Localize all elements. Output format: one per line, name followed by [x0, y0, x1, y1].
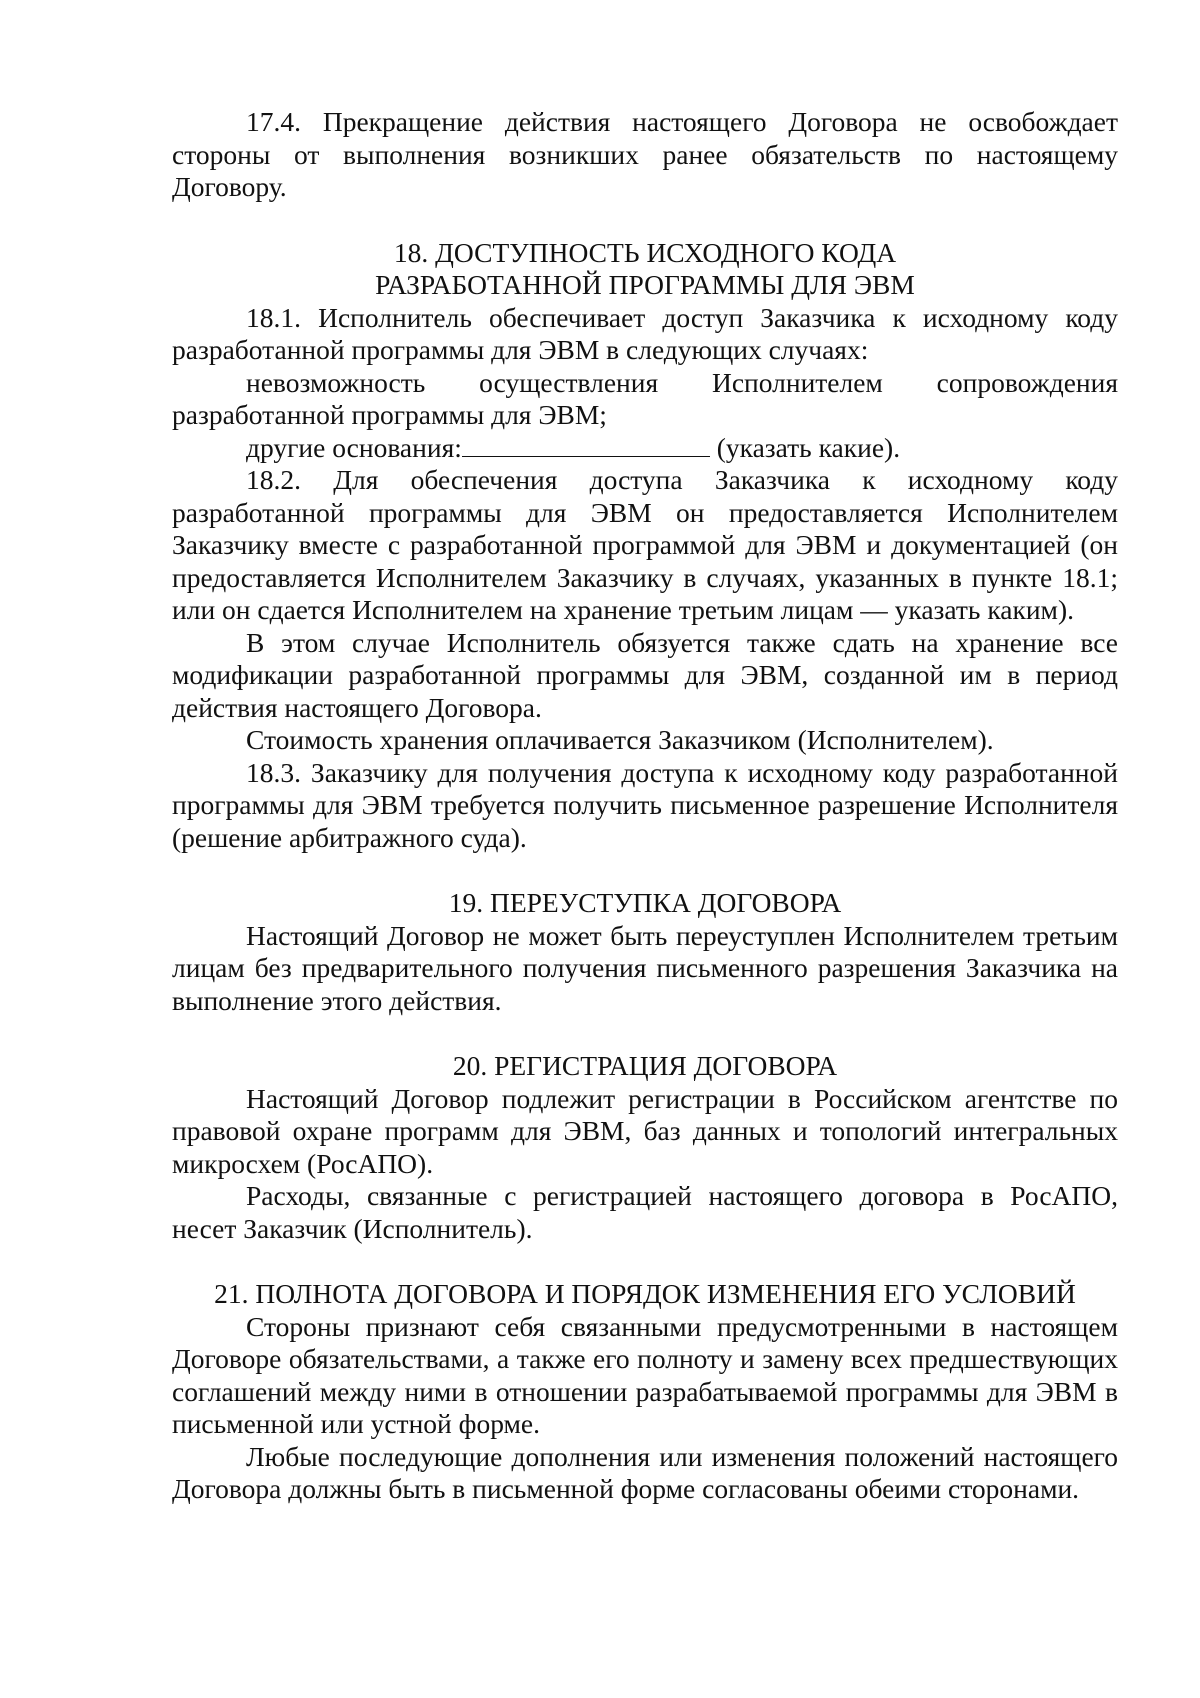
paragraph-17-4: 17.4. Прекращение действия настоящего Договора не освобождает стороны от выполнения возникших ранее обязательств по настоящему Договору. [172, 106, 1118, 202]
paragraph-18-3: 18.3. Заказчику для получения доступа к исходному коду разработанной программы для ЭВМ требуется получить письменное разрешение Исполнителя (решение арбитражного суда). [172, 756, 1118, 853]
section-18-title-line1: 18. ДОСТУПНОСТЬ ИСХОДНОГО КОДА [393, 236, 897, 268]
section-gap [172, 854, 1118, 887]
section-gap [172, 1017, 1118, 1050]
paragraph-18-2-cost: Стоимость хранения оплачивается Заказчиком (Исполнителем). [246, 724, 994, 755]
paragraph-18-1: 18.1. Исполнитель обеспечивает доступ Заказчика к исходному коду разработанной программы для ЭВМ в следующих случаях: [172, 301, 1118, 365]
document-page [172, 106, 1118, 1506]
case-2-note: (указать какие). [709, 431, 901, 463]
paragraph-18-1-case-1: невозможность осуществления Исполнителем сопровождения разработанной программы для ЭВМ; [172, 366, 1118, 430]
section-gap [172, 204, 1118, 237]
paragraph-21-1: Стороны признают себя связанными предусмотренными в настоящем Договоре обязательствами, а также его полноту и замену всех предшествующих соглашений между ними в отношении разрабатываемой программы для ЭВМ в письменной или устной форме. [172, 1310, 1118, 1439]
paragraph-18-2-storage: В этом случае Исполнитель обязуется также сдать на хранение все модификации разработанной программы для ЭВМ, созданной им в период действия настоящего Договора. [172, 626, 1118, 723]
paragraph-18-1-case-2 [172, 432, 1118, 465]
section-21-title: 21. ПОЛНОТА ДОГОВОРА И ПОРЯДОК ИЗМЕНЕНИЯ ЕГО УСЛОВИЙ [214, 1278, 1076, 1309]
section-19-title: 19. ПЕРЕУСТУПКА ДОГОВОРА [448, 887, 842, 918]
section-20-title: 20. РЕГИСТРАЦИЯ ДОГОВОРА [452, 1050, 838, 1081]
paragraph-19-1: Настоящий Договор не может быть переуступлен Исполнителем третьим лицам без предварительного получения письменного разрешения Заказчика на выполнение этого действия. [172, 919, 1118, 1016]
section-18-title-line2: РАЗРАБОТАННОЙ ПРОГРАММЫ ДЛЯ ЭВМ [375, 269, 915, 300]
paragraph-20-1: Настоящий Договор подлежит регистрации в Российском агентстве по правовой охране программ для ЭВМ, баз данных и топологий интегральных микросхем (РосАПО). [172, 1082, 1118, 1179]
case-2-label: другие основания: [246, 431, 462, 463]
paragraph-18-2: 18.2. Для обеспечения доступа Заказчика к исходному коду разработанной программы для ЭВМ он предоставляется Исполнителем Заказчику вместе с разработанной программой для ЭВМ и документацией (он предоставляется Исполнителем Заказчику в случаях, указанных в пункте 18.1; или он сдается Исполнителем на хранение третьим лицам — указать каким). [172, 464, 1118, 625]
fill-in-blank [462, 432, 710, 457]
paragraph-21-2: Любые последующие дополнения или изменения положений настоящего Договора должны быть в письменной форме согласованы обеими сторонами. [172, 1440, 1118, 1504]
paragraph-20-2: Расходы, связанные с регистрацией настоящего договора в РосАПО, несет Заказчик (Исполнитель). [172, 1180, 1118, 1244]
section-gap [172, 1245, 1118, 1278]
